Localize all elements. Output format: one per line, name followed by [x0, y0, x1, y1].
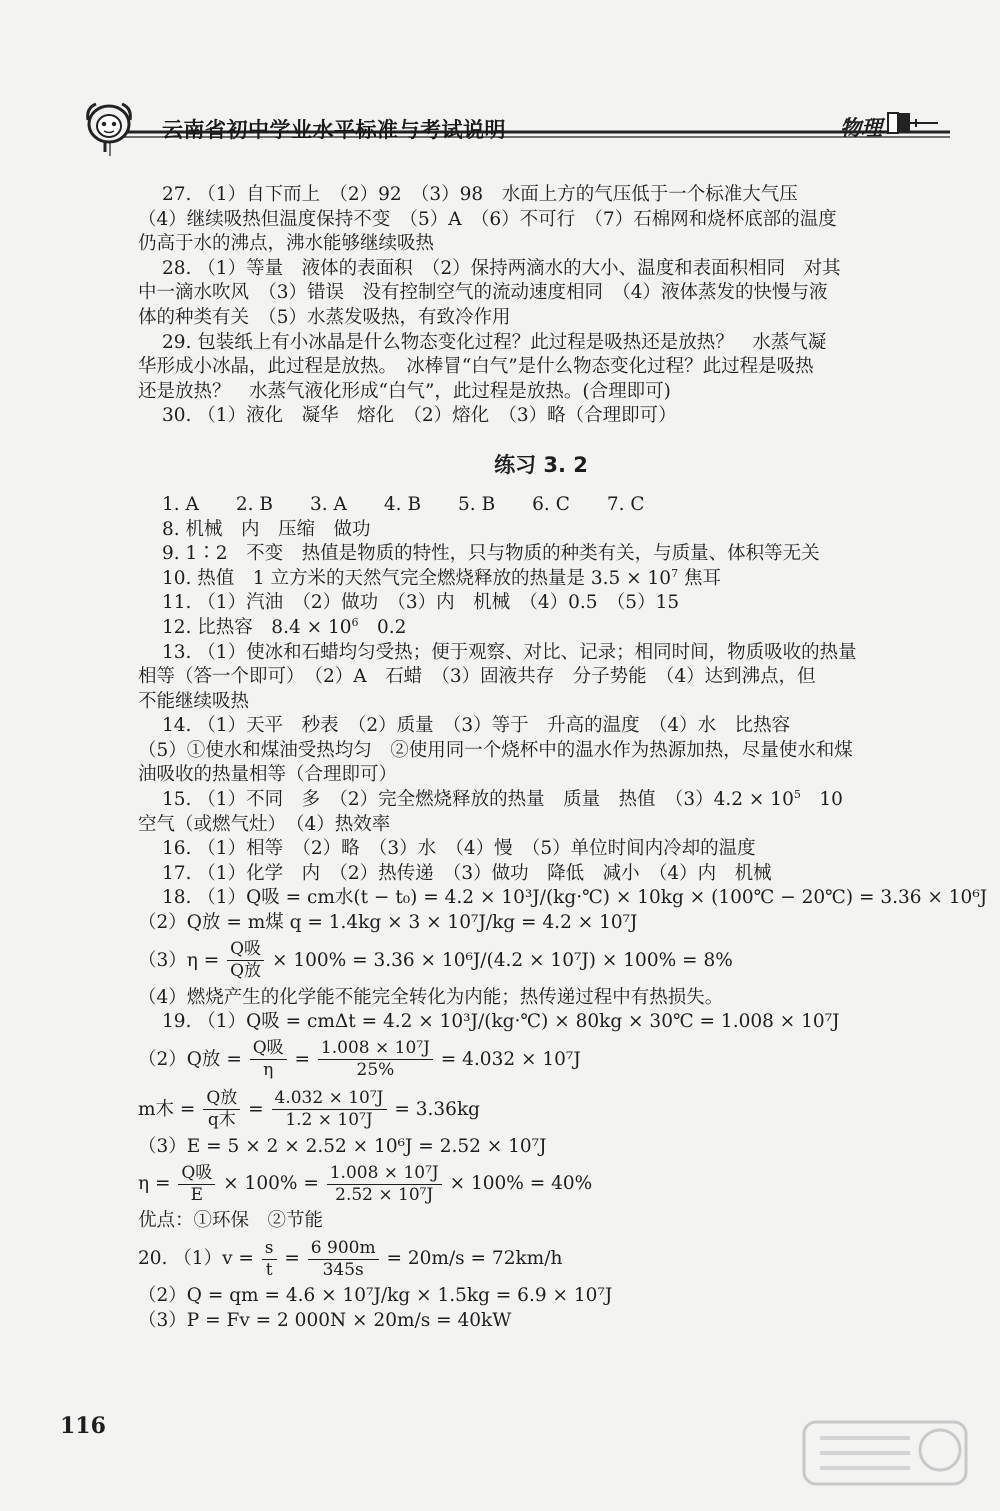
- page-header: [70, 96, 970, 156]
- numerator: 6 900m: [308, 1240, 379, 1260]
- mascot-logo-icon: [82, 100, 136, 144]
- text-line: [138, 788, 944, 813]
- text-segment: 10: [800, 789, 843, 811]
- text-line: （4）燃烧产生的化学能不能完全转化为内能；热传递过程中有热损失。: [138, 986, 724, 1008]
- fraction: [203, 1090, 240, 1129]
- book-icon: [886, 110, 940, 136]
- denominator: t: [265, 1259, 273, 1280]
- text-line: 体的种类有关 （5）水蒸发吸热，有致冷作用: [138, 306, 511, 328]
- text-line: 30. （1）液化 凝华 熔化 （2）熔化 （3）略（合理即可）: [162, 405, 677, 427]
- exponent: 7: [671, 566, 679, 580]
- text-line: 13. （1）使冰和石蜡均匀受热；便于观察、对比、记录；相同时间，物质吸收的热量: [162, 641, 857, 663]
- text-line: 9. 1∶2 不变 热值是物质的特性，只与物质的种类有关，与质量、体积等无关: [162, 543, 820, 565]
- answers-section-3-2: [138, 493, 988, 1333]
- text-line: 16. （1）相等 （2）略 （3）水 （4）慢 （5）单位时间内冷却的温度: [162, 838, 756, 860]
- fraction: [178, 1162, 215, 1205]
- text-line: 优点：①环保 ②节能: [138, 1210, 324, 1232]
- numerator: 1.008 × 10⁷J: [318, 1040, 433, 1060]
- subject-label: 物理: [840, 116, 882, 140]
- text-line: 18. （1）Q吸 = cm水(t − t₀) = 4.2 × 10³J/(kg·℃) × 10kg × (100℃ − 20℃) = 3.36 × 10⁶J: [162, 887, 988, 909]
- formula-line: [138, 936, 944, 986]
- exponent: 6: [351, 615, 359, 629]
- book-title: 云南省初中学业水平标准与考试说明: [162, 118, 506, 142]
- page-number: 116: [60, 1413, 106, 1439]
- denominator: η: [263, 1060, 274, 1081]
- text-segment: 焦耳: [678, 567, 721, 589]
- text-segment: 10. 热值 1 立方米的天然气完全燃烧释放的热量是 3.5 × 10: [162, 567, 672, 589]
- text-line: 29. 包装纸上有小冰晶是什么物态变化过程？此过程是吸热还是放热？ 水蒸气凝: [162, 331, 827, 353]
- text-line: （3）E = 5 × 2 × 2.52 × 10⁶J = 2.52 × 10⁷J: [138, 1135, 547, 1157]
- fraction: [272, 1090, 387, 1129]
- numerator: 4.032 × 10⁷J: [272, 1090, 387, 1110]
- numerator: s: [262, 1240, 277, 1260]
- text-segment: 12. 比热容 8.4 × 10: [162, 616, 352, 638]
- denominator: 2.52 × 10⁷J: [335, 1184, 434, 1205]
- text-segment: （3）η =: [138, 949, 226, 971]
- formula-line: [138, 1234, 944, 1284]
- text-segment: 15. （1）不同 多 （2）完全燃烧释放的热量 质量 热值 （3）4.2 × 10: [162, 789, 794, 811]
- fraction: [308, 1237, 379, 1280]
- section-title: 练习 3. 2: [494, 452, 588, 477]
- text-segment: （2）Q放 =: [138, 1048, 248, 1070]
- watermark-stamp-icon: [800, 1418, 970, 1488]
- text-segment: =: [242, 1098, 270, 1120]
- text-line: 19. （1）Q吸 = cmΔt = 4.2 × 10³J/(kg·℃) × 80kg × 30℃ = 1.008 × 10⁷J: [162, 1011, 840, 1033]
- text-segment: =: [278, 1248, 306, 1269]
- denominator: 345s: [322, 1259, 364, 1280]
- text-segment: × 100% =: [217, 1173, 325, 1195]
- text-segment: = 4.032 × 10⁷J: [434, 1048, 581, 1070]
- denominator: 25%: [356, 1060, 395, 1081]
- text-line: 相等（答一个即可） （2）A 石蜡 （3）固液共存 分子势能 （4）达到沸点，但: [138, 666, 816, 688]
- fraction: [318, 1040, 433, 1079]
- text-line: （4）继续吸热但温度保持不变 （5）A （6）不可行 （7）石棉网和烧杯底部的温度: [138, 208, 837, 230]
- text-line: [138, 567, 944, 592]
- text-line: （5）①使水和煤油受热均匀 ②使用同一个烧杯中的温水作为热源加热，尽量使水和煤: [138, 739, 853, 761]
- text-segment: 20. （1）v =: [138, 1248, 260, 1269]
- text-line: [138, 616, 944, 641]
- text-line: （2）Q = qm = 4.6 × 10⁷J/kg × 1.5kg = 6.9 × 10⁷J: [138, 1285, 613, 1306]
- numerator: Q吸: [250, 1040, 287, 1060]
- text-line: （2）Q放 = m煤 q = 1.4kg × 3 × 10⁷J/kg = 4.2 × 10⁷J: [138, 912, 638, 934]
- text-segment: = 3.36kg: [388, 1098, 481, 1120]
- text-line: 11. （1）汽油 （2）做功 （3）内 机械 （4）0.5 （5）15: [162, 592, 680, 614]
- text-line: 油吸收的热量相等（合理即可）: [138, 764, 398, 786]
- denominator: q木: [207, 1110, 236, 1131]
- text-line: 华形成小冰晶，此过程是放热。 冰棒冒“白气”是什么物态变化过程？此过程是吸热: [138, 356, 814, 378]
- formula-line: [138, 1085, 944, 1135]
- formula-line: [138, 1159, 944, 1209]
- fraction: [327, 1162, 442, 1205]
- numerator: 1.008 × 10⁷J: [327, 1165, 442, 1185]
- text-segment: m木 =: [138, 1098, 202, 1120]
- denominator: Q放: [230, 961, 262, 982]
- text-line: 1. A 2. B 3. A 4. B 5. B 6. C 7. C: [162, 493, 645, 515]
- denominator: E: [190, 1184, 204, 1205]
- text-line: 8. 机械 内 压缩 做功: [162, 518, 371, 540]
- answer-content: [138, 183, 988, 1333]
- text-line: 不能继续吸热: [138, 690, 250, 712]
- text-line: 中一滴水吹风 （3）错误 没有控制空气的流动速度相同 （4）液体蒸发的快慢与液: [138, 282, 828, 304]
- text-line: （3）P = Fv = 2 000N × 20m/s = 40kW: [138, 1309, 512, 1331]
- text-line: 空气（或燃气灶） （4）热效率: [138, 813, 391, 835]
- text-segment: × 100% = 3.36 × 10⁶J/(4.2 × 10⁷J) × 100% = 8%: [266, 949, 733, 971]
- text-line: 仍高于水的沸点，沸水能够继续吸热: [138, 233, 435, 255]
- text-line: 14. （1）天平 秒表 （2）质量 （3）等于 升高的温度 （4）水 比热容: [162, 715, 791, 737]
- numerator: Q吸: [227, 941, 264, 961]
- numerator: Q放: [203, 1090, 240, 1110]
- text-line: 28. （1）等量 液体的表面积 （2）保持两滴水的大小、温度和表面积相同 对其: [162, 257, 841, 279]
- text-line: 27. （1）自下而上 （2）92 （3）98 水面上方的气压低于一个标准大气压: [162, 184, 798, 205]
- fraction: [262, 1237, 277, 1280]
- text-segment: 0.2: [358, 616, 407, 638]
- text-segment: × 100% = 40%: [443, 1173, 593, 1195]
- text-segment: η =: [138, 1173, 177, 1195]
- denominator: 1.2 × 10⁷J: [285, 1110, 373, 1131]
- formula-line: [138, 1035, 944, 1085]
- exponent: 5: [793, 787, 801, 801]
- text-line: 17. （1）化学 内 （2）热传递 （3）做功 降低 减小 （4）内 机械: [162, 862, 772, 884]
- text-line: 还是放热？ 水蒸气液化形成“白气”，此过程是放热。(合理即可): [138, 380, 671, 402]
- answers-27-30: [138, 183, 944, 429]
- fraction: [227, 941, 264, 980]
- numerator: Q吸: [178, 1165, 215, 1185]
- text-segment: =: [288, 1048, 316, 1070]
- text-segment: = 20m/s = 72km/h: [380, 1248, 563, 1269]
- fraction: [250, 1040, 287, 1079]
